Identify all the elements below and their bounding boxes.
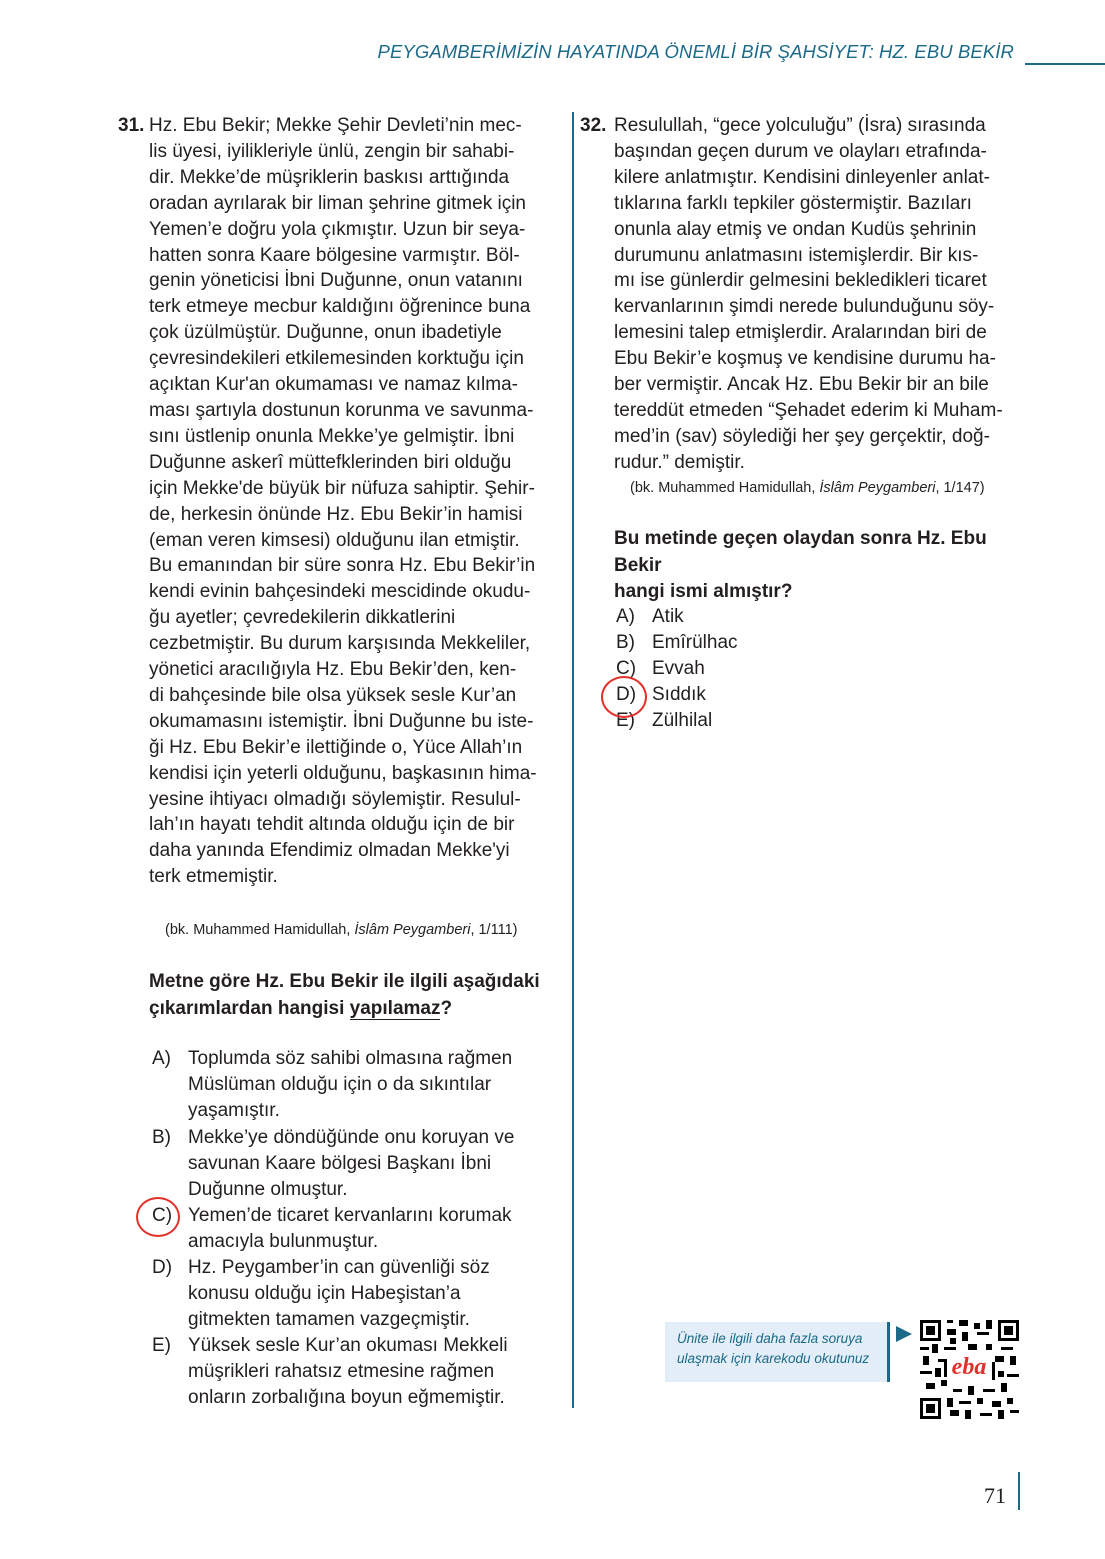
question-31-passage: Hz. Ebu Bekir; Mekke Şehir Devleti’nin mec- lis üyesi, iyilikleriyle ünlü, zengin bir sahabi- dir. Mekke’de müşriklerin baskısı arttığında oradan ayrılarak bir liman şehrine gitmek için Yemen’e doğru yola çıkmıştır. Uzun bir seya- hatten sonra Kaare bölgesine varmıştır. Böl- genin yöneticisi İbni Duğunne, onun vatanını terk etmeye mecbur kaldığını öğrenince buna çok üzülmüştür. Duğunne, onun ibadetiyle çevresindekileri etkilemesinden korktuğu için açıktan Kur'an okumaması ve namaz kılma- ması şartıyla dostunun korunma ve savunma- sını üstlenip onunla Mekke’ye gelmiştir. İbni Duğunne askerî müttefklerinden biri olduğu için Mekke'de büyük bir nüfuza sahiptir. Şehir- de, herkesin önünde Hz. Ebu Bekir’in hamisi (eman veren kimsesi) olduğunu ilan etmiştir. Bu emanından bir süre sonra Hz. Ebu Bekir’in kendi evinin bahçesindeki mescidinde okudu- ğu ayetler; çevredekilerin dikkatlerini cezbetmiştir. Bu durum karşısında Mekkeliler, yönetici aracılığıyla Hz. Ebu Bekir’den, ken- di bahçesinde bile olsa yüksek sesle Kur’an okumamasını istemiştir. İbni Duğunne bu iste- ği Hz. Ebu Bekir’e ilettiğinde o, Yüce Allah’ın kendisi için yeterli olduğunu, başkasının hima- yesine ihtiyacı olmadığı söylemiştir. Resulul- lah’ın hayatı tehdit altında olduğu için de bir daha yanında Efendimiz olmadan Mekke'yi terk etmemiştir. — [149, 115, 537, 888]
question-31-number: 31. — [118, 115, 145, 136]
citation-book-title: İslâm Peygamberi — [354, 922, 471, 938]
option-text: Zülhilal — [652, 710, 713, 731]
citation-prefix: (bk. Muhammed Hamidullah, — [165, 922, 355, 938]
running-header-title: PEYGAMBERİMİZİN HAYATINDA ÖNEMLİ BİR ŞAHSİYET: HZ. EBU BEKİR — [377, 41, 1014, 62]
stem-text: Metne göre Hz. Ebu Bekir ile ilgili aşağıdaki çıkarımlardan hangisi — [149, 971, 540, 1019]
question-32-option-e[interactable] — [616, 708, 816, 734]
question-31-option-b[interactable] — [152, 1125, 562, 1203]
option-letter: B) — [152, 1127, 171, 1148]
option-text: Yüksek sesle Kur’an okuması Mekkeli müşrikleri rahatsız etmesine rağmen onların zorbalığına boyun eğmemiştir. — [188, 1335, 508, 1408]
option-letter: D) — [616, 684, 637, 705]
option-text: Yemen’de ticaret kervanlarını korumak amacıyla bulunmuştur. — [188, 1205, 512, 1252]
eba-logo: eba — [949, 1353, 989, 1381]
question-32-number: 32. — [580, 115, 607, 136]
qr-promo-box — [665, 1322, 890, 1382]
option-letter: A) — [152, 1048, 171, 1069]
option-letter: C) — [616, 658, 637, 679]
question-31-stem — [149, 969, 569, 1022]
option-text: Evvah — [652, 658, 705, 679]
question-32-passage: Resulullah, “gece yolculuğu” (İsra) sırasında başından geçen durum ve olayları etrafında- kilere anlatmıştır. Kendisini dinleyenler anlat- tıklarına farklı tepkiler göstermiştir. Bazıları onunla alay etmiş ve ondan Kudüs şehrinin durumunu anlatmasını istemişlerdir. Bir kıs- mı ise günlerdir gelmesini bekledikleri ticaret kervanlarının şimdi nerede bulunduğunu söy- lemesini talep etmişlerdir. Aralarından biri de Ebu Bekir’e koşmuş ve kendisine durumu ha- ber vermiştir. Ancak Hz. Ebu Bekir bir an bile tereddüt etmeden “Şehadet ederim ki Muham- med’in (sav) söylediği her şey gerçektir, doğ- rudur.” demiştir. — [614, 115, 1003, 473]
option-letter: B) — [616, 632, 635, 653]
option-text: Hz. Peygamber’in can güvenliği söz konusu olduğu için Habeşistan’a gitmekten tamamen vazgeçmiştir. — [188, 1257, 490, 1330]
citation-prefix: (bk. Muhammed Hamidullah, — [630, 480, 820, 496]
option-text: Sıddık — [652, 684, 706, 705]
page-number-rule — [1018, 1472, 1020, 1510]
question-31-option-e[interactable] — [152, 1333, 562, 1411]
header-rule — [1025, 63, 1105, 65]
question-32-citation — [630, 480, 985, 496]
stem-end: ? — [440, 997, 453, 1019]
option-letter: D) — [152, 1257, 173, 1278]
question-31-citation — [165, 922, 517, 938]
citation-suffix: , 1/111) — [470, 922, 518, 938]
question-31-option-d[interactable] — [152, 1255, 562, 1333]
qr-promo-text: Ünite ile ilgili daha fazla soruya ulaşmak için karekodu okutunuz — [677, 1331, 870, 1366]
page-number: 71 — [984, 1483, 1006, 1508]
option-text: Emîrülhac — [652, 632, 738, 653]
option-letter: E) — [152, 1335, 171, 1356]
question-32-option-c[interactable] — [616, 656, 816, 682]
play-arrow-icon — [896, 1326, 912, 1342]
option-text: Toplumda söz sahibi olmasına rağmen Müslüman olduğu için o da sıkıntılar yaşamıştır. — [188, 1048, 513, 1121]
citation-book-title: İslâm Peygamberi — [819, 480, 936, 496]
stem-underlined-word: yapılamaz — [349, 997, 441, 1019]
question-32-option-b[interactable] — [616, 630, 816, 656]
question-32-option-a[interactable] — [616, 604, 816, 630]
question-31-option-a[interactable] — [152, 1046, 562, 1124]
option-text: Atik — [652, 606, 684, 627]
option-letter: A) — [616, 606, 635, 627]
citation-suffix: , 1/147) — [935, 480, 985, 496]
column-divider — [572, 112, 574, 1408]
question-32-stem: Bu metinde geçen olaydan sonra Hz. Ebu Bekir hangi ismi almıştır? — [614, 528, 987, 602]
option-letter: C) — [152, 1205, 173, 1226]
answer-circle-q31 — [136, 1197, 180, 1237]
answer-circle-q32 — [601, 676, 647, 718]
option-letter: E) — [616, 710, 635, 731]
question-31-option-c[interactable] — [152, 1203, 562, 1255]
option-text: Mekke’ye döndüğünde onu koruyan ve savunan Kaare bölgesi Başkanı İbni Duğunne olmuştur. — [188, 1127, 515, 1200]
